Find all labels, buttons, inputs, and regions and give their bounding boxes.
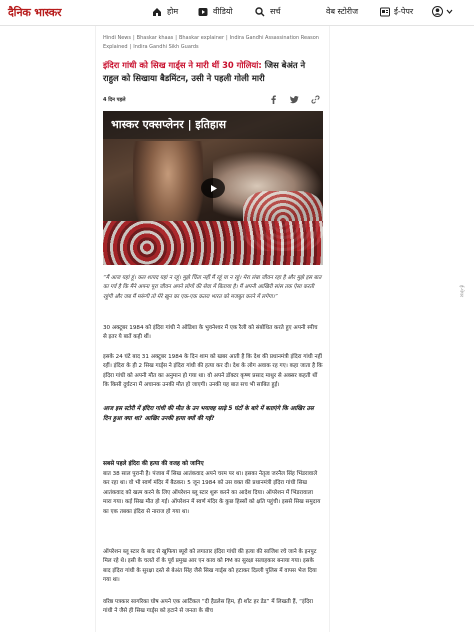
nav-search-label: सर्च: [270, 7, 281, 16]
breadcrumb-item[interactable]: Hindi News: [103, 35, 131, 41]
play-icon: [209, 184, 218, 193]
story-question-heading: आज इस स्टोरी में इंदिरा गांधी की मौत के उन भयावह साढ़े 5 घंटों के बारे में बताएंगे कि आखिर उस दिन हुआ क्या था? आखिर उनकी हत्या क्यों की गई?: [103, 406, 314, 422]
article-paragraph: ऑपरेशन ब्लू स्टार के बाद से खुफिया ब्यूरो को लगातार इंदिरा गांधी की हत्या की साजिश रचे जाने के इनपुट मिल रहे थे। इसी के चलते रॉ के पूर्व प्रमुख आर एन काव को PM का सुरक्षा सलाहकार बनाया गया। इसके बाद इंदिरा गांधी के सुरक्षा दस्ते से बेअंत सिंह जैसे सिख गार्ड्स को हटाकर दिल्ली पुलिस में वापस भेज दिया गया था।: [103, 549, 317, 584]
web-stories-label: वेब स्टोरीज: [326, 7, 359, 16]
account-menu[interactable]: [432, 6, 453, 17]
newspaper-icon: [380, 7, 390, 17]
nav-video[interactable]: [198, 6, 233, 17]
publish-time: 4 दिन पहले: [103, 97, 126, 103]
article-paragraph: बात 38 साल पुरानी है। पंजाब में सिख आतंकवाद अपने चरम पर था। इसका नेतृत्व जरनैल सिंह भिंडरावाले कर रहा था। वो भी स्वर्ण मंदिर में बैठकर। 5 जून 1984 को उस वक्त की प्रधानमंत्री इंदिरा गांधी सिख आतंकवाद को खत्म करने के लिए ऑपरेशन ब्लू स्टार शुरू करने का आदेश दिया। ऑपरेशन में भिंडरावाला मारा गया। कई सिख मौत हो गई। ऑपरेशन में स्वर्ण मंदिर के कुछ हिस्सों को क्षति पहुंची। इससे सिख समुदाय का एक तबका इंदिरा से नाराज हो गया था।: [103, 471, 321, 515]
nav-search[interactable]: [255, 6, 281, 17]
article-paragraph: 30 अक्टूबर 1984 को इंदिरा गांधी ने ओडिशा के भुवनेश्वर में एक रैली को संबोधित करते हुए अपनी स्पीच से इतर ये बातें कही थीं।: [103, 325, 318, 341]
headline-highlight: इंदिरा गांधी को सिख गार्ड्स ने मारी थीं 30 गोलियां:: [103, 60, 262, 70]
site-logo[interactable]: दैनिक भास्कर: [8, 6, 62, 19]
chevron-down-icon: [446, 8, 453, 15]
headline-rest: जिस बेअंत ने राहुल को सिखाया बैडमिंटन, उसी ने पहली गोली मारी: [103, 60, 306, 83]
copy-link-icon[interactable]: [311, 95, 320, 104]
video-frame-flowers: [103, 221, 323, 265]
facebook-icon[interactable]: [269, 95, 278, 104]
epaper-link[interactable]: [380, 6, 413, 17]
breadcrumb: Hindi News | Bhaskar khaas | Bhaskar explainer | Indira Gandhi Assassination Reason Explained | Indira Gandhi Sikh Guards: [103, 35, 319, 50]
side-epaper-label[interactable]: ई-पेपर: [458, 285, 464, 297]
share-bar: [269, 95, 320, 104]
video-icon: [198, 7, 208, 17]
home-icon: [152, 7, 162, 17]
user-account-icon: [432, 6, 443, 17]
section-subheading: सबसे पहले इंदिरा की हत्या की वजह को जानिए: [103, 461, 204, 467]
breadcrumb-item[interactable]: Indira Gandhi Sikh Guards: [133, 43, 199, 50]
video-title: भास्कर एक्सप्लेनर | इतिहास: [111, 118, 227, 131]
breadcrumb-item[interactable]: Bhaskar explainer: [178, 35, 225, 41]
breadcrumb-item[interactable]: Indira Gandhi Assassination Reason Explained: [103, 35, 319, 50]
play-button[interactable]: [201, 178, 225, 198]
breadcrumb-item[interactable]: Bhaskar khaas: [136, 35, 174, 41]
article-quote: “मैं आज यहां हूं। कल शायद यहां न रहूं। मुझे चिंता नहीं मैं रहूं या न रहूं। मेरा लंबा जीवन रहा है और मुझे इस बात का गर्व है कि मैंने अपना पूरा जीवन अपने लोगों की सेवा में बिताया है। मैं अपनी आखिरी सांस तक ऐसा करती रहूंगी और जब मैं मरूंगी तो मेरे खून का एक-एक कतरा भारत को मजबूत करने में लगेगा।”: [103, 275, 322, 300]
nav-home-label: होम: [167, 7, 179, 16]
article-paragraph: वरिष्ठ पत्रकार सागरिका घोष अपने एक आर्टिकल “दी हैडलेस हिम, ही शॉट हर डेड” में लिखती हैं, “इंदिरा गांधी ने जैसे ही सिख गार्ड्स को हटाने से जनता के बीच: [103, 599, 313, 615]
article-meta: [103, 94, 320, 106]
epaper-label: ई-पेपर: [394, 7, 414, 16]
twitter-icon[interactable]: [290, 95, 299, 104]
nav-home[interactable]: [152, 6, 178, 17]
article-headline: [103, 59, 323, 84]
nav-video-label: वीडियो: [213, 7, 233, 16]
web-stories-link[interactable]: [326, 6, 358, 17]
search-icon: [255, 7, 265, 17]
video-player[interactable]: [103, 111, 323, 265]
article-paragraph: इसके 24 घंटे बाद 31 अक्टूबर 1984 के दिन शाम को खबर आती है कि देश की प्रधानमंत्री इंदिरा गांधी नहीं रहीं। इंदिरा के ही 2 सिख गार्ड्स ने इंदिरा गांधी की हत्या कर दी। देश के लोग अवाक रह गए। कहा जाता है कि इंदिरा गांधी को अपनी मौत का अनुमान हो गया था। वो अपने डॉक्टर कृष्ण प्रसाद माथुर से अक्सर कहती थीं कि किसी दुर्घटना में अचानक उनकी मौत हो जाएगी। उनकी यह बात सच भी साबित हुई।: [103, 354, 323, 389]
top-header: [0, 0, 474, 26]
